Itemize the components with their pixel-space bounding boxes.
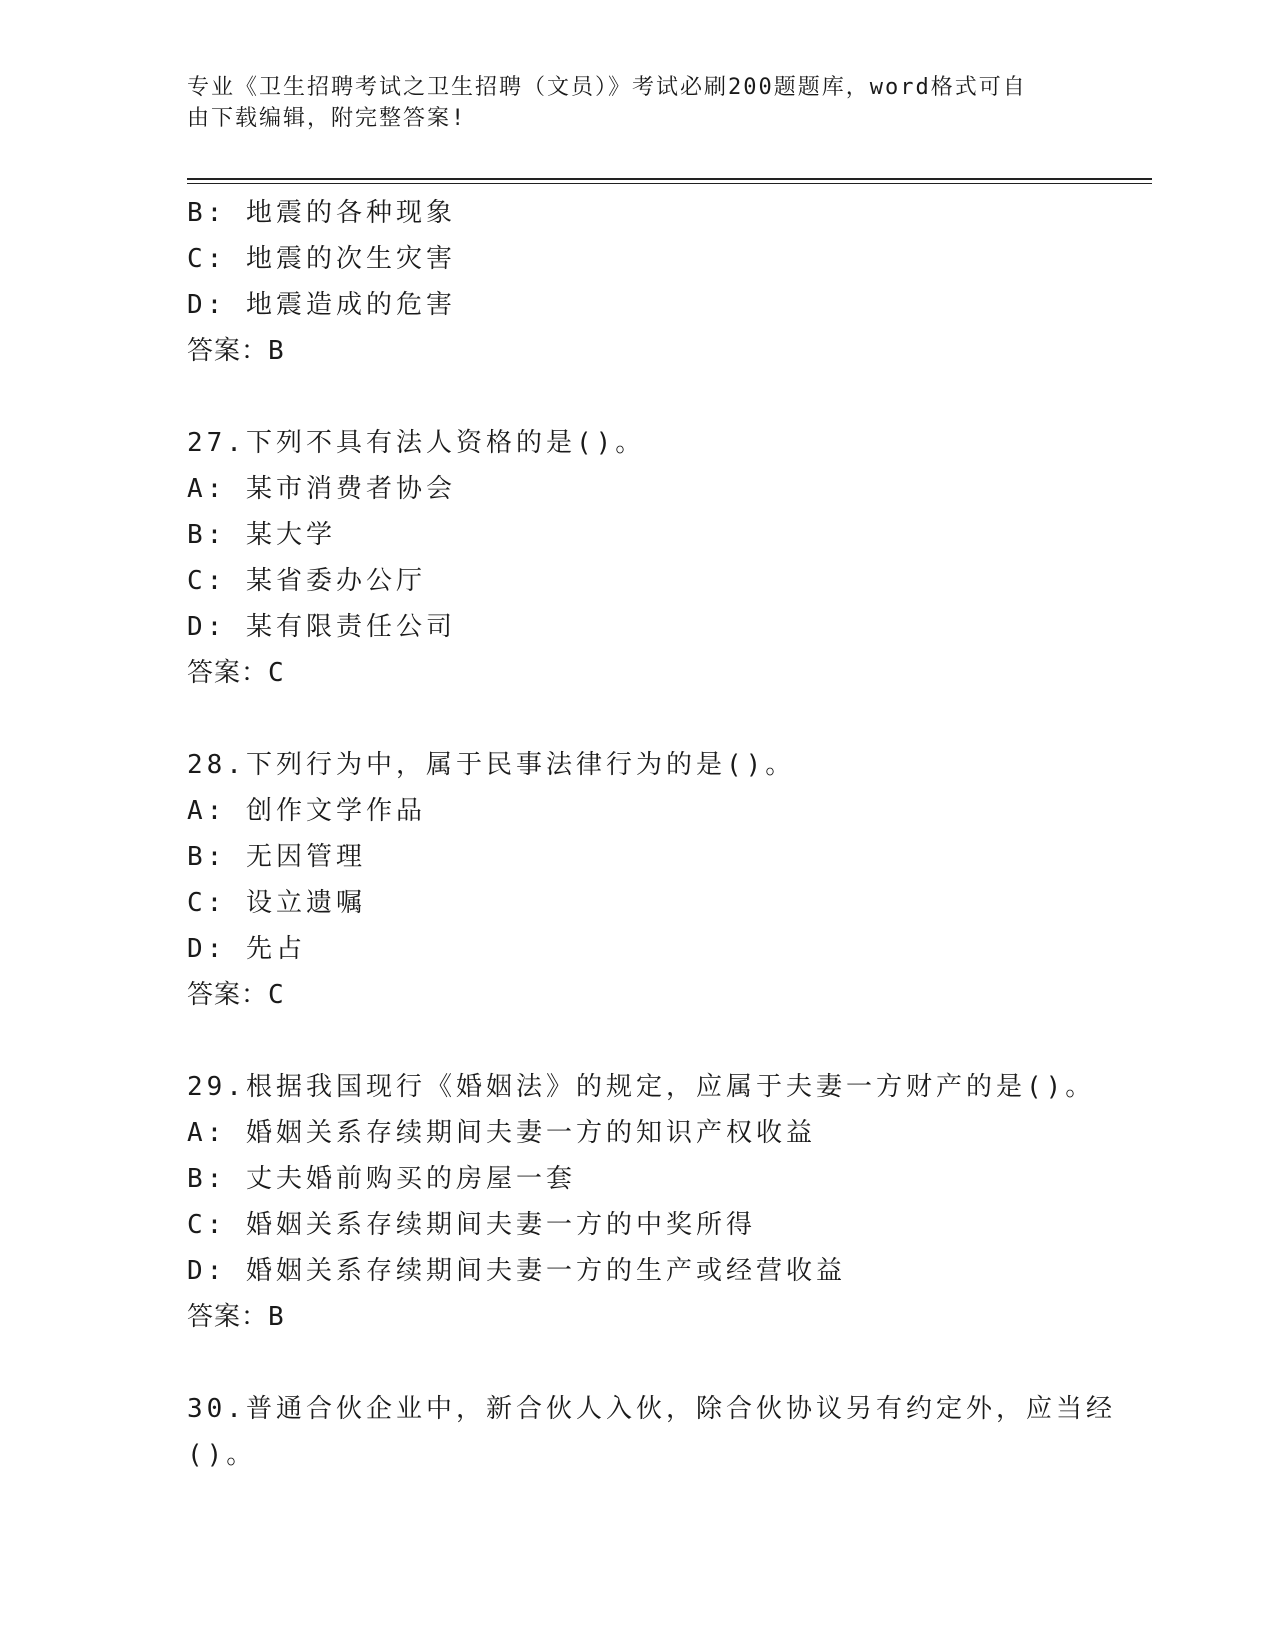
option-b: B: 地震的各种现象	[187, 198, 456, 228]
question-list	[187, 190, 1116, 1478]
header-line-1: 专业《卫生招聘考试之卫生招聘（文员）》考试必刷200题题库，word格式可自	[187, 75, 1027, 100]
option-c: C: 婚姻关系存续期间夫妻一方的中奖所得	[187, 1210, 756, 1240]
answer: 答案：C	[187, 980, 285, 1010]
option-c: C: 设立遗嘱	[187, 888, 366, 918]
question-28	[187, 742, 1087, 1018]
answer: 答案：C	[187, 658, 285, 688]
option-d: D: 先占	[187, 934, 306, 964]
option-b: B: 无因管理	[187, 842, 366, 872]
answer: 答案：B	[187, 1302, 285, 1332]
question-text-line-2: ()。	[187, 1440, 257, 1470]
option-a: A: 创作文学作品	[187, 796, 426, 826]
header-line-2: 由下载编辑，附完整答案!	[187, 106, 467, 131]
option-b: B: 某大学	[187, 520, 336, 550]
document-header	[187, 72, 1067, 134]
header-divider-thin	[187, 183, 1152, 184]
option-d: D: 某有限责任公司	[187, 612, 456, 642]
question-26-continued	[187, 190, 1087, 374]
question-27	[187, 420, 1087, 696]
option-c: C: 某省委办公厅	[187, 566, 426, 596]
option-c: C: 地震的次生灾害	[187, 244, 456, 274]
answer: 答案：B	[187, 336, 285, 366]
question-30	[187, 1386, 1116, 1478]
option-d: D: 婚姻关系存续期间夫妻一方的生产或经营收益	[187, 1256, 846, 1286]
question-text: 29.根据我国现行《婚姻法》的规定，应属于夫妻一方财产的是()。	[187, 1072, 1096, 1102]
option-b: B: 丈夫婚前购买的房屋一套	[187, 1164, 576, 1194]
option-a: A: 某市消费者协会	[187, 474, 456, 504]
header-divider-thick	[187, 178, 1152, 180]
question-text-line-1: 30.普通合伙企业中，新合伙人入伙，除合伙协议另有约定外，应当经	[187, 1394, 1116, 1424]
question-29	[187, 1064, 1096, 1340]
question-text: 28.下列行为中，属于民事法律行为的是()。	[187, 750, 796, 780]
option-d: D: 地震造成的危害	[187, 290, 456, 320]
question-text: 27.下列不具有法人资格的是()。	[187, 428, 646, 458]
option-a: A: 婚姻关系存续期间夫妻一方的知识产权收益	[187, 1118, 816, 1148]
